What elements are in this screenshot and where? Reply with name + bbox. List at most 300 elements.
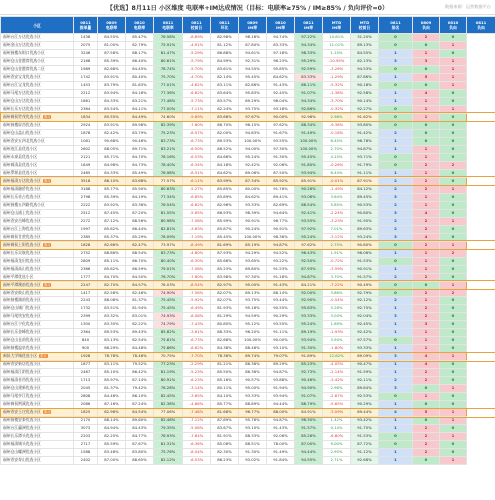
cell-10: -3.59% <box>323 265 351 273</box>
cell-8: 92.45% <box>267 89 295 97</box>
cell-8: 97.18% <box>267 49 295 57</box>
cell-1: 2808 <box>74 393 98 401</box>
cell-13: 4 <box>413 233 440 241</box>
table-row[interactable] <box>1 73 495 81</box>
cell-district-name <box>1 433 74 441</box>
table-row[interactable] <box>1 449 495 457</box>
cell-11: 62.13% <box>351 57 379 65</box>
table-row[interactable] <box>1 281 495 289</box>
cell-7: 95.83% <box>239 89 267 97</box>
cell-10: -9.38% <box>323 121 351 129</box>
cell-9: 85.23% <box>295 361 323 369</box>
cell-7: 94.59% <box>239 313 267 321</box>
cell-12: 0 <box>379 433 413 441</box>
cell-3: 84.19% <box>126 193 154 201</box>
cell-10: -3.26% <box>323 65 351 73</box>
table-row[interactable] <box>1 129 495 137</box>
cell-14: 1 <box>440 353 467 361</box>
cell-2: 82.58% <box>98 289 126 297</box>
column-header-12[interactable]: 0811 排名 <box>379 17 413 34</box>
district-name: 福州晋安宝龙优选小区 <box>3 73 41 79</box>
cell-4: 75.76% <box>154 449 183 457</box>
cell-7: 92.31% <box>239 57 267 65</box>
cell-9: 86.11% <box>295 81 323 89</box>
cell-district-name <box>1 297 74 305</box>
cell-13: 2 <box>413 161 440 169</box>
cell-7: 88.46% <box>239 345 267 353</box>
table-row[interactable] <box>1 241 495 249</box>
table-row[interactable] <box>1 377 495 385</box>
cell-14: 1 <box>440 105 467 113</box>
cell-13: 0 <box>413 401 440 409</box>
table-row[interactable] <box>1 225 495 233</box>
table-row[interactable] <box>1 337 495 345</box>
table-row[interactable] <box>1 49 495 57</box>
cell-11: 90.49% <box>351 281 379 289</box>
cell-5: -8.62% <box>183 345 211 353</box>
cell-14: 0 <box>440 369 467 377</box>
cell-district-name <box>1 89 74 97</box>
cell-10: 9.00% <box>323 441 351 449</box>
cell-13: 1 <box>413 193 440 201</box>
cell-5: -6.36% <box>183 441 211 449</box>
cell-12: 1 <box>379 417 413 425</box>
cell-2: 84.46% <box>98 393 126 401</box>
column-header-5[interactable]: 0811 较前日 <box>183 17 211 34</box>
table-row[interactable] <box>1 193 495 201</box>
cell-2: 83.35% <box>98 321 126 329</box>
cell-14: 1 <box>440 65 467 73</box>
cell-8: 93.44% <box>267 297 295 305</box>
cell-9: 92.50% <box>295 257 323 265</box>
cell-12: 0 <box>379 105 413 113</box>
cell-13: 2 <box>413 225 440 233</box>
cell-14: 0 <box>440 273 467 281</box>
cell-11: 89.84% <box>351 385 379 393</box>
cell-3: 86.40% <box>126 57 154 65</box>
cell-14: 0 <box>440 321 467 329</box>
cell-4: 77.01% <box>154 81 183 89</box>
cell-7: 87.80% <box>239 41 267 49</box>
cell-4: 77.06% <box>154 409 183 417</box>
table-row[interactable] <box>1 177 495 185</box>
cell-4: 77.48% <box>154 97 183 105</box>
cell-district-name <box>1 289 74 297</box>
table-row[interactable] <box>1 273 495 281</box>
cell-13: 3 <box>413 321 440 329</box>
cell-6: 84.99% <box>211 57 239 65</box>
cell-district-name <box>1 361 74 369</box>
cell-4: 76.58% <box>154 34 183 42</box>
table-row[interactable] <box>1 105 495 113</box>
cell-1: 2075 <box>74 41 98 49</box>
cell-14: 1 <box>440 241 467 249</box>
cell-8: 84.62% <box>267 73 295 81</box>
table-row[interactable] <box>1 441 495 449</box>
cell-1: 1453 <box>74 81 98 89</box>
report-table <box>0 16 495 465</box>
cell-1: 3518 <box>74 177 98 185</box>
cell-3: 84.49% <box>126 113 154 121</box>
cell-14: 0 <box>440 177 467 185</box>
cell-14: 0 <box>440 313 467 321</box>
cell-4: 83.73% <box>154 137 183 145</box>
table-row[interactable] <box>1 425 495 433</box>
cell-14: 1 <box>440 409 467 417</box>
table-row[interactable] <box>1 161 495 169</box>
cell-2: 83.48% <box>98 449 126 457</box>
cell-1: 2222 <box>74 201 98 209</box>
cell-1: 1742 <box>74 73 98 81</box>
column-header-0[interactable]: 小区 <box>1 17 74 34</box>
cell-6: 85.16% <box>211 377 239 385</box>
cell-12: 0 <box>379 65 413 73</box>
column-header-7[interactable]: 0809 IM率 <box>239 17 267 34</box>
cell-10: 1.69% <box>323 321 351 329</box>
cell-district-name <box>1 401 74 409</box>
cell-10: 12.82% <box>323 353 351 361</box>
table-row[interactable] <box>1 401 495 409</box>
cell-10: -5.32% <box>323 81 351 89</box>
cell-9: 95.24% <box>295 233 323 241</box>
cell-10: 3.64% <box>323 193 351 201</box>
cell-4: 70.75% <box>154 353 183 361</box>
district-name: 福州永泰县优选小区 <box>3 153 38 159</box>
cell-4: 75.91% <box>154 41 183 49</box>
district-name: 福州闽清县优选小区 <box>3 161 38 167</box>
cell-9: 84.21% <box>295 281 323 289</box>
table-row[interactable] <box>1 89 495 97</box>
cell-district-name <box>1 41 74 49</box>
cell-6: 84.62% <box>211 169 239 177</box>
cell-4: 74.90% <box>154 289 183 297</box>
cell-14: 0 <box>440 193 467 201</box>
table-row[interactable] <box>1 145 495 153</box>
cell-14: 1 <box>440 417 467 425</box>
cell-13: 2 <box>413 313 440 321</box>
cell-12: 0 <box>379 41 413 49</box>
cell-6: 81.68% <box>211 409 239 417</box>
cell-1: 2809 <box>74 257 98 265</box>
cell-2: 87.00% <box>98 457 126 465</box>
cell-11: 91.11% <box>351 169 379 177</box>
table-row[interactable] <box>1 305 495 313</box>
focus-badge: 重点 <box>43 282 51 287</box>
cell-9: 92.00% <box>295 289 323 297</box>
column-header-4[interactable]: 0811 电联率 <box>154 17 183 34</box>
cell-12: 2 <box>379 177 413 185</box>
table-row[interactable] <box>1 249 495 257</box>
table-row[interactable] <box>1 65 495 73</box>
district-name: 福州闽侯上街优选小区 <box>3 241 41 247</box>
cell-district-name <box>1 345 74 353</box>
cell-14: 1 <box>440 81 467 89</box>
cell-14: 1 <box>440 217 467 225</box>
table-row[interactable] <box>1 217 495 225</box>
cell-1: 2402 <box>74 457 98 465</box>
table-row[interactable] <box>1 369 495 377</box>
cell-7: 87.34% <box>239 177 267 185</box>
table-row[interactable] <box>1 201 495 209</box>
table-row[interactable] <box>1 361 495 369</box>
cell-10: -3.12% <box>323 233 351 241</box>
cell-4: 76.03% <box>154 281 183 289</box>
cell-7: 85.19% <box>239 241 267 249</box>
cell-2: 84.33% <box>98 169 126 177</box>
cell-3: 82.79% <box>126 41 154 49</box>
table-row[interactable] <box>1 393 495 401</box>
table-row[interactable] <box>1 409 495 417</box>
district-name: 福州仓山金港湾优选小区 <box>3 57 45 63</box>
cell-13: 2 <box>413 449 440 457</box>
cell-5: -6.30% <box>183 257 211 265</box>
cell-13: 0 <box>413 129 440 137</box>
table-row[interactable] <box>1 313 495 321</box>
cell-5: -7.56% <box>183 289 211 297</box>
table-row[interactable] <box>1 185 495 193</box>
district-name: 福州仓山螺洲优选小区 <box>3 449 41 455</box>
cell-9: 92.98% <box>295 113 323 121</box>
cell-district-name <box>1 105 74 113</box>
cell-4: 82.48% <box>154 417 183 425</box>
cell-9: 91.49% <box>295 129 323 137</box>
district-name: 福州晋安新店优选小区 <box>3 361 41 367</box>
cell-11: 92.42% <box>351 329 379 337</box>
table-row[interactable] <box>1 417 495 425</box>
cell-5: -5.23% <box>183 369 211 377</box>
report-table-wrap[interactable] <box>0 16 495 500</box>
cell-10: 1.91% <box>323 249 351 257</box>
cell-9: 94.55% <box>295 457 323 465</box>
table-row[interactable] <box>1 385 495 393</box>
cell-6: 83.66% <box>211 113 239 121</box>
cell-district-name <box>1 281 74 289</box>
cell-13: 1 <box>413 345 440 353</box>
cell-7: 88.51% <box>239 441 267 449</box>
cell-7: 94.61% <box>239 49 267 57</box>
cell-11: 89.45% <box>351 193 379 201</box>
district-name: 福州仓山盖山优选小区 <box>3 129 41 135</box>
cell-5: -7.19% <box>183 233 211 241</box>
column-header-9[interactable]: 0811 IM率 <box>295 17 323 34</box>
cell-11: 91.79% <box>351 161 379 169</box>
table-row[interactable] <box>1 34 495 42</box>
cell-5: -4.70% <box>183 73 211 81</box>
table-row[interactable] <box>1 457 495 465</box>
cell-3: 82.54% <box>126 337 154 345</box>
cell-11: 93.42% <box>351 417 379 425</box>
column-header-14[interactable]: 0810 负向 <box>440 17 467 34</box>
cell-8: 92.06% <box>267 433 295 441</box>
cell-10: 1.15% <box>323 49 351 57</box>
cell-14: 2 <box>440 161 467 169</box>
cell-5: -9.89% <box>183 113 211 121</box>
table-row[interactable] <box>1 345 495 353</box>
cell-14: 0 <box>440 113 467 121</box>
column-header-2[interactable]: 0809 电联率 <box>98 17 126 34</box>
cell-11: 90.14% <box>351 97 379 105</box>
table-row[interactable] <box>1 169 495 177</box>
district-name: 福州长乐金峰优选小区 <box>3 329 41 335</box>
column-header-6[interactable]: 0811 环比 <box>211 17 239 34</box>
cell-3: 79.52% <box>126 361 154 369</box>
table-row[interactable] <box>1 57 495 65</box>
cell-1: 1300 <box>74 321 98 329</box>
cell-8: 91.49% <box>267 449 295 457</box>
table-row[interactable] <box>1 257 495 265</box>
cell-11: 87.72% <box>351 441 379 449</box>
district-name: 福州金山万达优选小区 <box>3 41 41 47</box>
cell-2: 82.68% <box>98 65 126 73</box>
cell-6: 83.98% <box>211 273 239 281</box>
column-header-13[interactable]: 0809 负向 <box>413 17 440 34</box>
table-row[interactable] <box>1 433 495 441</box>
cell-11: 92.27% <box>351 105 379 113</box>
cell-4: 75.45% <box>154 305 183 313</box>
table-row[interactable] <box>1 321 495 329</box>
cell-10: 3.86% <box>323 289 351 297</box>
table-row[interactable] <box>1 137 495 145</box>
cell-11: 90.29% <box>351 401 379 409</box>
table-row[interactable] <box>1 153 495 161</box>
cell-6: 85.23% <box>211 265 239 273</box>
cell-10: 3.94% <box>323 337 351 345</box>
cell-district-name <box>1 313 74 321</box>
cell-district-name <box>1 409 74 417</box>
cell-3: 89.60% <box>126 417 154 425</box>
column-header-8[interactable]: 0810 IM率 <box>267 17 295 34</box>
cell-1: 2203 <box>74 433 98 441</box>
cell-district-name <box>1 241 74 249</box>
column-header-15[interactable]: 0811 负向 <box>467 17 495 34</box>
table-row[interactable] <box>1 121 495 129</box>
district-name: 福州晋安岳峰优选小区 <box>3 217 41 223</box>
cell-8: 96.77% <box>267 217 295 225</box>
table-row[interactable] <box>1 81 495 89</box>
column-header-11[interactable]: MTD 较前日 <box>351 17 379 34</box>
cell-8: 90.55% <box>267 305 295 313</box>
cell-10: 10.81% <box>323 34 351 42</box>
cell-6: 85.66% <box>211 257 239 265</box>
cell-6: 85.77% <box>211 401 239 409</box>
cell-8: 91.76% <box>267 185 295 193</box>
cell-13: 1 <box>413 249 440 257</box>
cell-6: 85.85% <box>211 185 239 193</box>
cell-3: 89.98% <box>126 121 154 129</box>
cell-1: 3073 <box>74 425 98 433</box>
table-row[interactable] <box>1 297 495 305</box>
cell-12: 3 <box>379 233 413 241</box>
cell-13: 1 <box>413 113 440 121</box>
cell-14: 0 <box>440 225 467 233</box>
cell-10: -7.22% <box>323 281 351 289</box>
cell-1: 2465 <box>74 169 98 177</box>
table-row[interactable] <box>1 233 495 241</box>
cell-12: 1 <box>379 369 413 377</box>
cell-14: 0 <box>440 97 467 105</box>
cell-4: 83.73% <box>154 249 183 257</box>
cell-district-name <box>1 377 74 385</box>
cell-1: 1834 <box>74 113 98 121</box>
cell-5: -7.84% <box>183 433 211 441</box>
cell-7: 89.13% <box>239 289 267 297</box>
cell-11: 89.09% <box>351 353 379 361</box>
cell-district-name <box>1 337 74 345</box>
cell-7: 94.29% <box>239 249 267 257</box>
table-row[interactable] <box>1 289 495 297</box>
district-name: 福州闽侯甘蔗优选小区 <box>3 233 41 239</box>
cell-8: 94.44% <box>267 401 295 409</box>
cell-3: 85.47% <box>126 34 154 42</box>
cell-2: 85.10% <box>98 369 126 377</box>
table-row[interactable] <box>1 209 495 217</box>
cell-11: 92.75% <box>351 305 379 313</box>
district-name: 福州平潭优选小区 <box>3 273 34 279</box>
table-row[interactable] <box>1 97 495 105</box>
cell-1: 1861 <box>74 97 98 105</box>
cell-8: 83.33% <box>267 41 295 49</box>
table-row[interactable] <box>1 265 495 273</box>
cell-3: 86.59% <box>126 265 154 273</box>
column-header-3[interactable]: 0810 电联率 <box>126 17 154 34</box>
cell-2: 82.96% <box>98 409 126 417</box>
cell-13: 0 <box>413 65 440 73</box>
cell-6: 82.00% <box>211 129 239 137</box>
cell-district-name <box>1 441 74 449</box>
cell-8: 94.87% <box>267 417 295 425</box>
cell-10: -0.54% <box>323 297 351 305</box>
cell-9: 94.34% <box>295 41 323 49</box>
cell-8: 93.94% <box>267 393 295 401</box>
table-row[interactable] <box>1 113 495 121</box>
table-row[interactable] <box>1 41 495 49</box>
cell-2: 83.91% <box>98 121 126 129</box>
cell-8: 94.87% <box>267 241 295 249</box>
cell-5: -6.82% <box>183 201 211 209</box>
cell-14: 1 <box>440 57 467 65</box>
table-row[interactable] <box>1 353 495 361</box>
cell-4: 80.91% <box>154 377 183 385</box>
cell-7: 100.00% <box>239 233 267 241</box>
cell-8: 97.30% <box>267 145 295 153</box>
cell-4: 83.21% <box>154 145 183 153</box>
cell-11: 89.13% <box>351 41 379 49</box>
cell-district-name <box>1 81 74 89</box>
cell-13: 0 <box>413 137 440 145</box>
cell-1: 1878 <box>74 129 98 137</box>
cell-13: 0 <box>413 417 440 425</box>
column-header-1[interactable]: 0811 接单量 <box>74 17 98 34</box>
cell-4: 76.93% <box>154 433 183 441</box>
cell-3: 88.54% <box>126 249 154 257</box>
cell-12: 2 <box>379 273 413 281</box>
cell-9: 92.59% <box>295 65 323 73</box>
table-row[interactable] <box>1 329 495 337</box>
column-header-10[interactable]: MTD IM率 <box>323 17 351 34</box>
cell-10: 1.42% <box>323 417 351 425</box>
cell-2: 84.70% <box>98 273 126 281</box>
cell-11: 89.44% <box>351 409 379 417</box>
cell-1: 2924 <box>74 121 98 129</box>
cell-14: 1 <box>440 433 467 441</box>
cell-district-name <box>1 97 74 105</box>
cell-5: -5.79% <box>183 57 211 65</box>
cell-11: 91.53% <box>351 257 379 265</box>
cell-8: 93.88% <box>267 377 295 385</box>
cell-district-name <box>1 457 74 465</box>
cell-1: 1849 <box>74 161 98 169</box>
cell-8: 95.85% <box>267 65 295 73</box>
